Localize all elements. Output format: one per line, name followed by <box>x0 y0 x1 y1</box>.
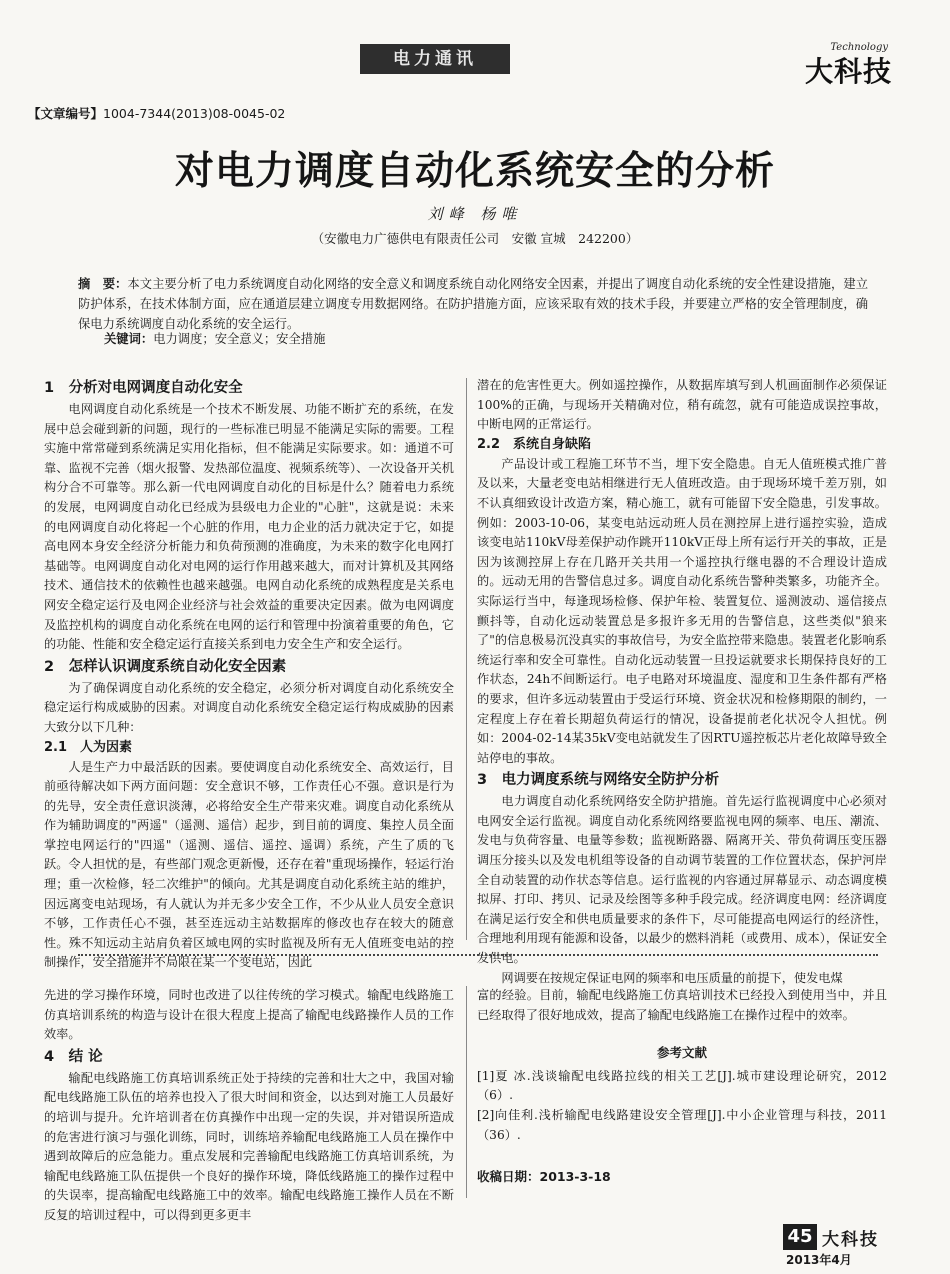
section-tag: 电力通讯 <box>360 44 510 74</box>
section-4-paragraph: 输配电线路施工仿真培训系统正处于持续的完善和壮大之中，我国对输配电线路施工队伍的培养也投入了很大时间和资金，以达到对施工人员最好的培训与提升。允许培训者在仿真操作中出现一定的失误，并对错误所造成的危害进行演习与强化训练，同时，训练培养输配电线路施工人员在操作中遇到故障后的应急能力。重点发展和完善输配电线路施工仿真培训系统，为输配电线路施工队伍提供一个良好的操作环境，降低线路施工的操作过程中的失误率，提高输配电线路施工中的效率。输配电线路施工操作人员在不断反复的培训过程中，可以得到更多更丰 <box>44 1070 454 1222</box>
upper-left-column <box>44 376 454 973</box>
received-date: 收稿日期：2013-3-18 <box>477 1169 611 1185</box>
conclusion-continuation: 富的经验。目前，输配电线路施工仿真培训技术已经投入到使用当中，并且已经取得了很好地成效，提高了输配电线路施工在操作过程中的效率。 <box>477 988 887 1022</box>
article-number-value: 1004-7344(2013)08-0045-02 <box>103 106 286 121</box>
upper-right-column <box>477 376 887 988</box>
section-1-heading: 1 分析对电网调度自动化安全 <box>44 380 243 396</box>
logo-chinese: 大科技 <box>804 55 892 88</box>
article-separator <box>78 954 878 956</box>
paper-title: 对电力调度自动化系统安全的分析 <box>174 149 775 194</box>
affiliation: （安徽电力广德供电有限责任公司 安徽 宣城 242200） <box>311 231 639 246</box>
section-1-paragraph: 电网调度自动化系统是一个技术不断发展、功能不断扩充的系统，在发展中总会碰到新的问题，现行的一些标准已明显不能满足实际的需要。工程实施中常常碰到系统满足实用化指标，但不能满足实际要求。如：通道不可靠、监视不完善（烟火报警、发热部位温度、视频系统等）、一次设备开关机构分合不可靠等。那么新一代电网调度自动化的目标是什么？随着电力系统的发展，电网调度自动化已经成为县级电力企业的"心脏"，这就是说：未来的电网调度自动化将起一个心脏的作用，电力企业的活力就决定于它，如提高电网本身安全经济分析能力和负荷预测的准确度，为未来的数字化电网打基础等。电网调度自动化对电网的运行作用越来越大，而对计算机及其网络技术、通信技术的依赖性也越来越强。电网自动化系统的成熟程度是关系电网安全稳定运行及电网企业经济与社会效益的重要决定因素。做为电网调度及监控机构的调度自动化系统在电网的运行和管理中扮演着重要的角色，它的功能、性能和安全稳定运行直接关系到电力安全生产和安全运行。 <box>44 402 454 652</box>
keywords <box>104 329 325 347</box>
references-title: 参考文献 <box>656 1045 707 1061</box>
section-3-paragraph-1: 电力调度自动化系统网络安全防护措施。首先运行监视调度中心必须对电网安全运行监视。调度自动化系统网络要监视电网的频率、电压、潮流、发电与负荷容量、电量等参数；监视断路器、隔离开关、带负荷调压变压器调压分接头以及发电机组等设备的自动调节装置的工作位置状态，保护河岸全自动装置的动作状态等信息。运行监视的内容通过屏幕显示、动态调度模拟屏、打印、拷贝、记录及绘图等多种手段完成。经济调度电网：经济调度在满足运行安全和供电质量要求的条件下，尽可能提高电网运行的经济性，合理地利用现有能源和设备，以最少的燃料消耗（或费用、成本），保证安全发供电。 <box>477 794 887 966</box>
authors: 刘峰 杨唯 <box>427 205 523 223</box>
logo-english: Technology <box>830 42 888 53</box>
section-2-1-continuation: 潜在的危害性更大。例如遥控操作，从数据库填写到人机画面制作必须保证100%的正确，与现场开关精确对位，稍有疏忽，就有可能造成误控事故，中断电网的正常运行。 <box>477 378 887 432</box>
footer-date: 2013年4月 <box>786 1253 852 1267</box>
section-2-2-paragraph: 产品设计或工程施工环节不当，埋下安全隐患。自无人值班模式推广普及以来，大量老变电站相继进行无人值班改造。由于现场环境千差万别，如不认真细致设计改造方案，精心施工，就有可能留下安全隐患，引发事故。例如：2003-10-06，某变电站远动班人员在测控屏上进行遥控实验，造成该变电站110kV母差保护动作跳开110kV正母上所有运行开关的事故，正是因为该测控屏上存在几路开关共用一个遥控执行继电器的不合理设计造成的。远动无用的告警信息过多。调度自动化系统告警种类繁多，功能齐全。实际运行当中，每逢现场检修、保护年检、装置复位、遥测波动、遥信接点颤抖等，自动化远动装置总是多报许多无用的告警信息，这些类似"狼来了"的信息极易沉没真实的事故信号，为安全监控带来隐患。装置老化影响系统运行率和安全可靠性。自动化远动装置一旦投运就要求长期保持良好的工作状态，24h不间断运行。电子电路对环境温度、湿度和卫生条件都有严格的要求，但许多远动装置由于受运行环境、资金状况和检修期限的制约，一定程度上存在着长期超负荷运行的情况，设备提前老化状况令人担忧。例如：2004-02-14某35kV变电站就发生了因RTU遥控板芯片老化故障导致全站停电的事故。 <box>477 456 887 765</box>
abstract-label: 摘 要： <box>78 277 128 291</box>
reference-1: [1]夏 冰.浅谈输配电线路拉线的相关工艺[J].城市建设理论研究，2012（6）. <box>477 1068 887 1103</box>
abstract <box>78 274 868 334</box>
keywords-label: 关键词： <box>104 332 154 346</box>
lower-left-column <box>44 986 454 1226</box>
section-2-paragraph: 为了确保调度自动化系统的安全稳定，必须分析对调度自动化系统安全稳定运行构成威胁的因素。对调度自动化系统安全稳定运行构成威胁的因素大致分以下几种： <box>44 680 454 734</box>
previous-article-continuation: 先进的学习操作环境，同时也改进了以往传统的学习模式。输配电线路施工仿真培训系统的构造与设计在很大程度上提高了输配电线路操作人员的工作效率。 <box>44 988 454 1042</box>
column-divider-lower <box>466 986 467 1198</box>
page-number: 45 <box>783 1224 817 1250</box>
section-4-heading: 4 结 论 <box>44 1048 103 1065</box>
section-3-paragraph-2: 网调要在按规定保证电网的频率和电压质量的前提下，使发电煤 <box>501 970 843 985</box>
reference-2: [2]向佳利.浅析输配电线路建设安全管理[J].中小企业管理与科技，2011（36）. <box>477 1107 887 1142</box>
article-number <box>28 104 285 122</box>
lower-right-column <box>477 986 887 1187</box>
journal-logo <box>792 42 902 88</box>
section-3-heading: 3 电力调度系统与网络安全防护分析 <box>477 772 720 789</box>
section-2-1-paragraph: 人是生产力中最活跃的因素。要使调度自动化系统安全、高效运行，目前亟待解决如下两方面问题：安全意识不够，工作责任心不强。意识是行为的先导，安全责任意识淡薄，必将给安全生产带来灾难。调度自动化系统从作为辅助调度的"两遥"（遥测、遥信）起步，到目前的调度、集控人员全面掌控电网运行的"四遥"（遥测、遥信、遥控、遥调）系统，产生了质的飞跃。令人担忧的是，有些部门观念更新慢，还存在着"重现场操作，轻运行治理；重一次检修，轻二次维护"的倾向。尤其是调度自动化系统主站的维护，因远离变电站现场，有人就认为并无多少安全工作，不少从业人员安全意识不够，工作责任心不强，甚至连远动主站数据库的修改也存在较大的随意性。殊不知远动主站肩负着区域电网的实时监视及所有无人值班变电站的控制操作，安全措施并不局限在某一个变电站，因此 <box>44 759 454 970</box>
keywords-text: 电力调度；安全意义；安全措施 <box>153 332 326 346</box>
column-divider <box>466 378 467 940</box>
section-2-2-heading: 2.2 系统自身缺陷 <box>477 436 592 452</box>
section-2-heading: 2 怎样认识调度系统自动化安全因素 <box>44 658 287 675</box>
footer-brand: 大科技 <box>822 1230 879 1250</box>
article-number-label: 【文章编号】 <box>28 106 104 121</box>
section-2-1-heading: 2.1 人为因素 <box>44 739 133 755</box>
abstract-text: 本文主要分析了电力系统调度自动化网络的安全意义和调度系统自动化网络安全因素，并提出了调度自动化系统的安全性建设措施，建立防护体系，在技术体制方面，应在通道层建立调度专用数据网络。在防护措施方面，应该采取有效的技术手段，并要建立严格的安全管理制度，确保电力系统调度自动化系统的安全运行。 <box>78 277 868 331</box>
